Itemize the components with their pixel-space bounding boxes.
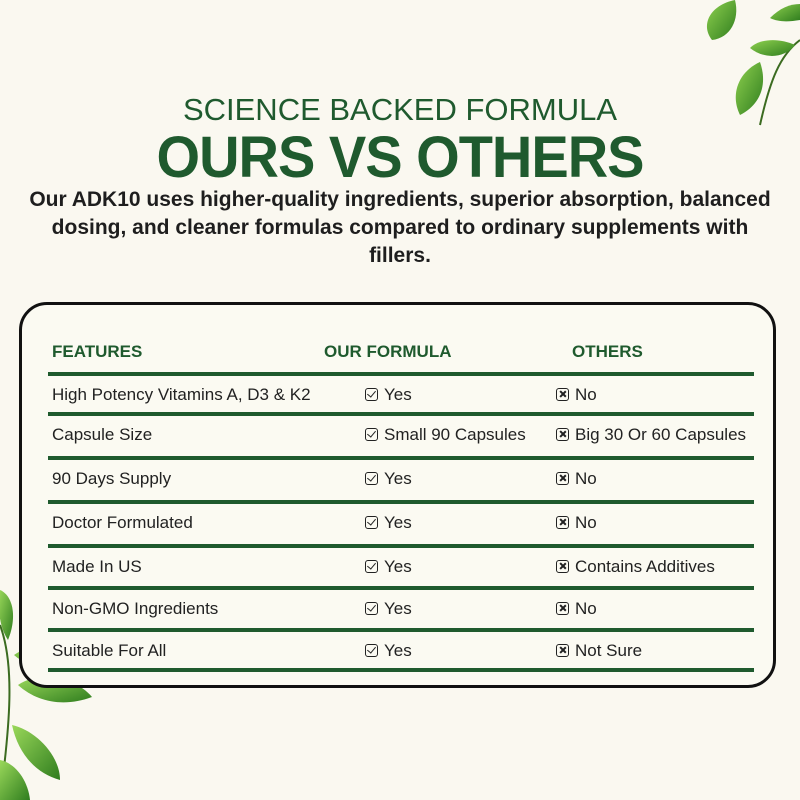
checkbox-cross-icon — [556, 428, 569, 441]
checkbox-check-icon — [365, 428, 378, 441]
checkbox-check-icon — [365, 472, 378, 485]
our-formula-cell — [365, 599, 412, 619]
section-subtitle: SCIENCE BACKED FORMULA — [182, 92, 618, 127]
our-formula-cell — [365, 557, 412, 577]
others-value: No — [575, 513, 597, 532]
checkbox-cross-icon — [556, 644, 569, 657]
page-title: OURS VS OTHERS — [156, 123, 644, 190]
intro-text: Our ADK10 uses higher-quality ingredients, superior absorption, balanced dosing, and cleaner formulas compared to ordinary supplements with fillers. — [29, 188, 771, 267]
our-formula-cell — [365, 641, 412, 661]
our-formula-value: Yes — [384, 385, 412, 404]
header-our-formula: OUR FORMULA — [324, 342, 452, 361]
others-value: No — [575, 599, 597, 618]
others-cell — [556, 557, 715, 577]
our-formula-value: Yes — [384, 513, 412, 532]
feature-cell: Non-GMO Ingredients — [52, 599, 219, 618]
our-formula-value: Small 90 Capsules — [384, 425, 526, 444]
leaf-icon — [750, 40, 795, 56]
table-header — [48, 334, 754, 376]
leaf-icon — [0, 760, 30, 800]
feature-cell: Capsule Size — [52, 425, 153, 444]
our-formula-value: Yes — [384, 599, 412, 618]
our-formula-value: Yes — [384, 641, 412, 660]
our-formula-cell — [365, 469, 412, 489]
header-others: OTHERS — [572, 342, 643, 361]
header-features: FEATURES — [52, 342, 143, 361]
table-row — [48, 416, 754, 460]
our-formula-cell — [365, 513, 412, 533]
table-row — [48, 548, 754, 590]
leaf-icon — [770, 4, 800, 21]
others-cell — [556, 641, 642, 661]
table-body — [48, 376, 754, 672]
others-value: Contains Additives — [575, 557, 715, 576]
table-row — [48, 504, 754, 548]
checkbox-check-icon — [365, 602, 378, 615]
comparison-table — [48, 334, 754, 672]
checkbox-cross-icon — [556, 472, 569, 485]
our-formula-value: Yes — [384, 557, 412, 576]
our-formula-value: Yes — [384, 469, 412, 488]
checkbox-check-icon — [365, 388, 378, 401]
checkbox-cross-icon — [556, 560, 569, 573]
others-value: No — [575, 469, 597, 488]
feature-cell: High Potency Vitamins A, D3 & K2 — [52, 385, 311, 404]
table-row — [48, 376, 754, 416]
feature-cell: 90 Days Supply — [52, 469, 172, 488]
table-row — [48, 632, 754, 672]
checkbox-check-icon — [365, 644, 378, 657]
feature-cell: Doctor Formulated — [52, 513, 193, 532]
table-row — [48, 590, 754, 632]
leaf-icon — [12, 725, 60, 780]
others-cell — [556, 425, 746, 445]
feature-cell: Made In US — [52, 557, 142, 576]
others-value: Big 30 Or 60 Capsules — [575, 425, 747, 444]
leaf-icon — [707, 0, 736, 40]
feature-cell: Suitable For All — [52, 641, 167, 660]
others-cell — [556, 513, 597, 533]
our-formula-cell — [365, 425, 526, 445]
table-row — [48, 460, 754, 504]
checkbox-check-icon — [365, 560, 378, 573]
checkbox-cross-icon — [556, 602, 569, 615]
others-cell — [556, 599, 597, 619]
others-value: No — [575, 385, 597, 404]
checkbox-cross-icon — [556, 516, 569, 529]
our-formula-cell — [365, 385, 412, 405]
others-cell — [556, 469, 597, 489]
checkbox-cross-icon — [556, 388, 569, 401]
others-value: Not Sure — [575, 641, 643, 660]
others-cell — [556, 385, 597, 405]
checkbox-check-icon — [365, 516, 378, 529]
